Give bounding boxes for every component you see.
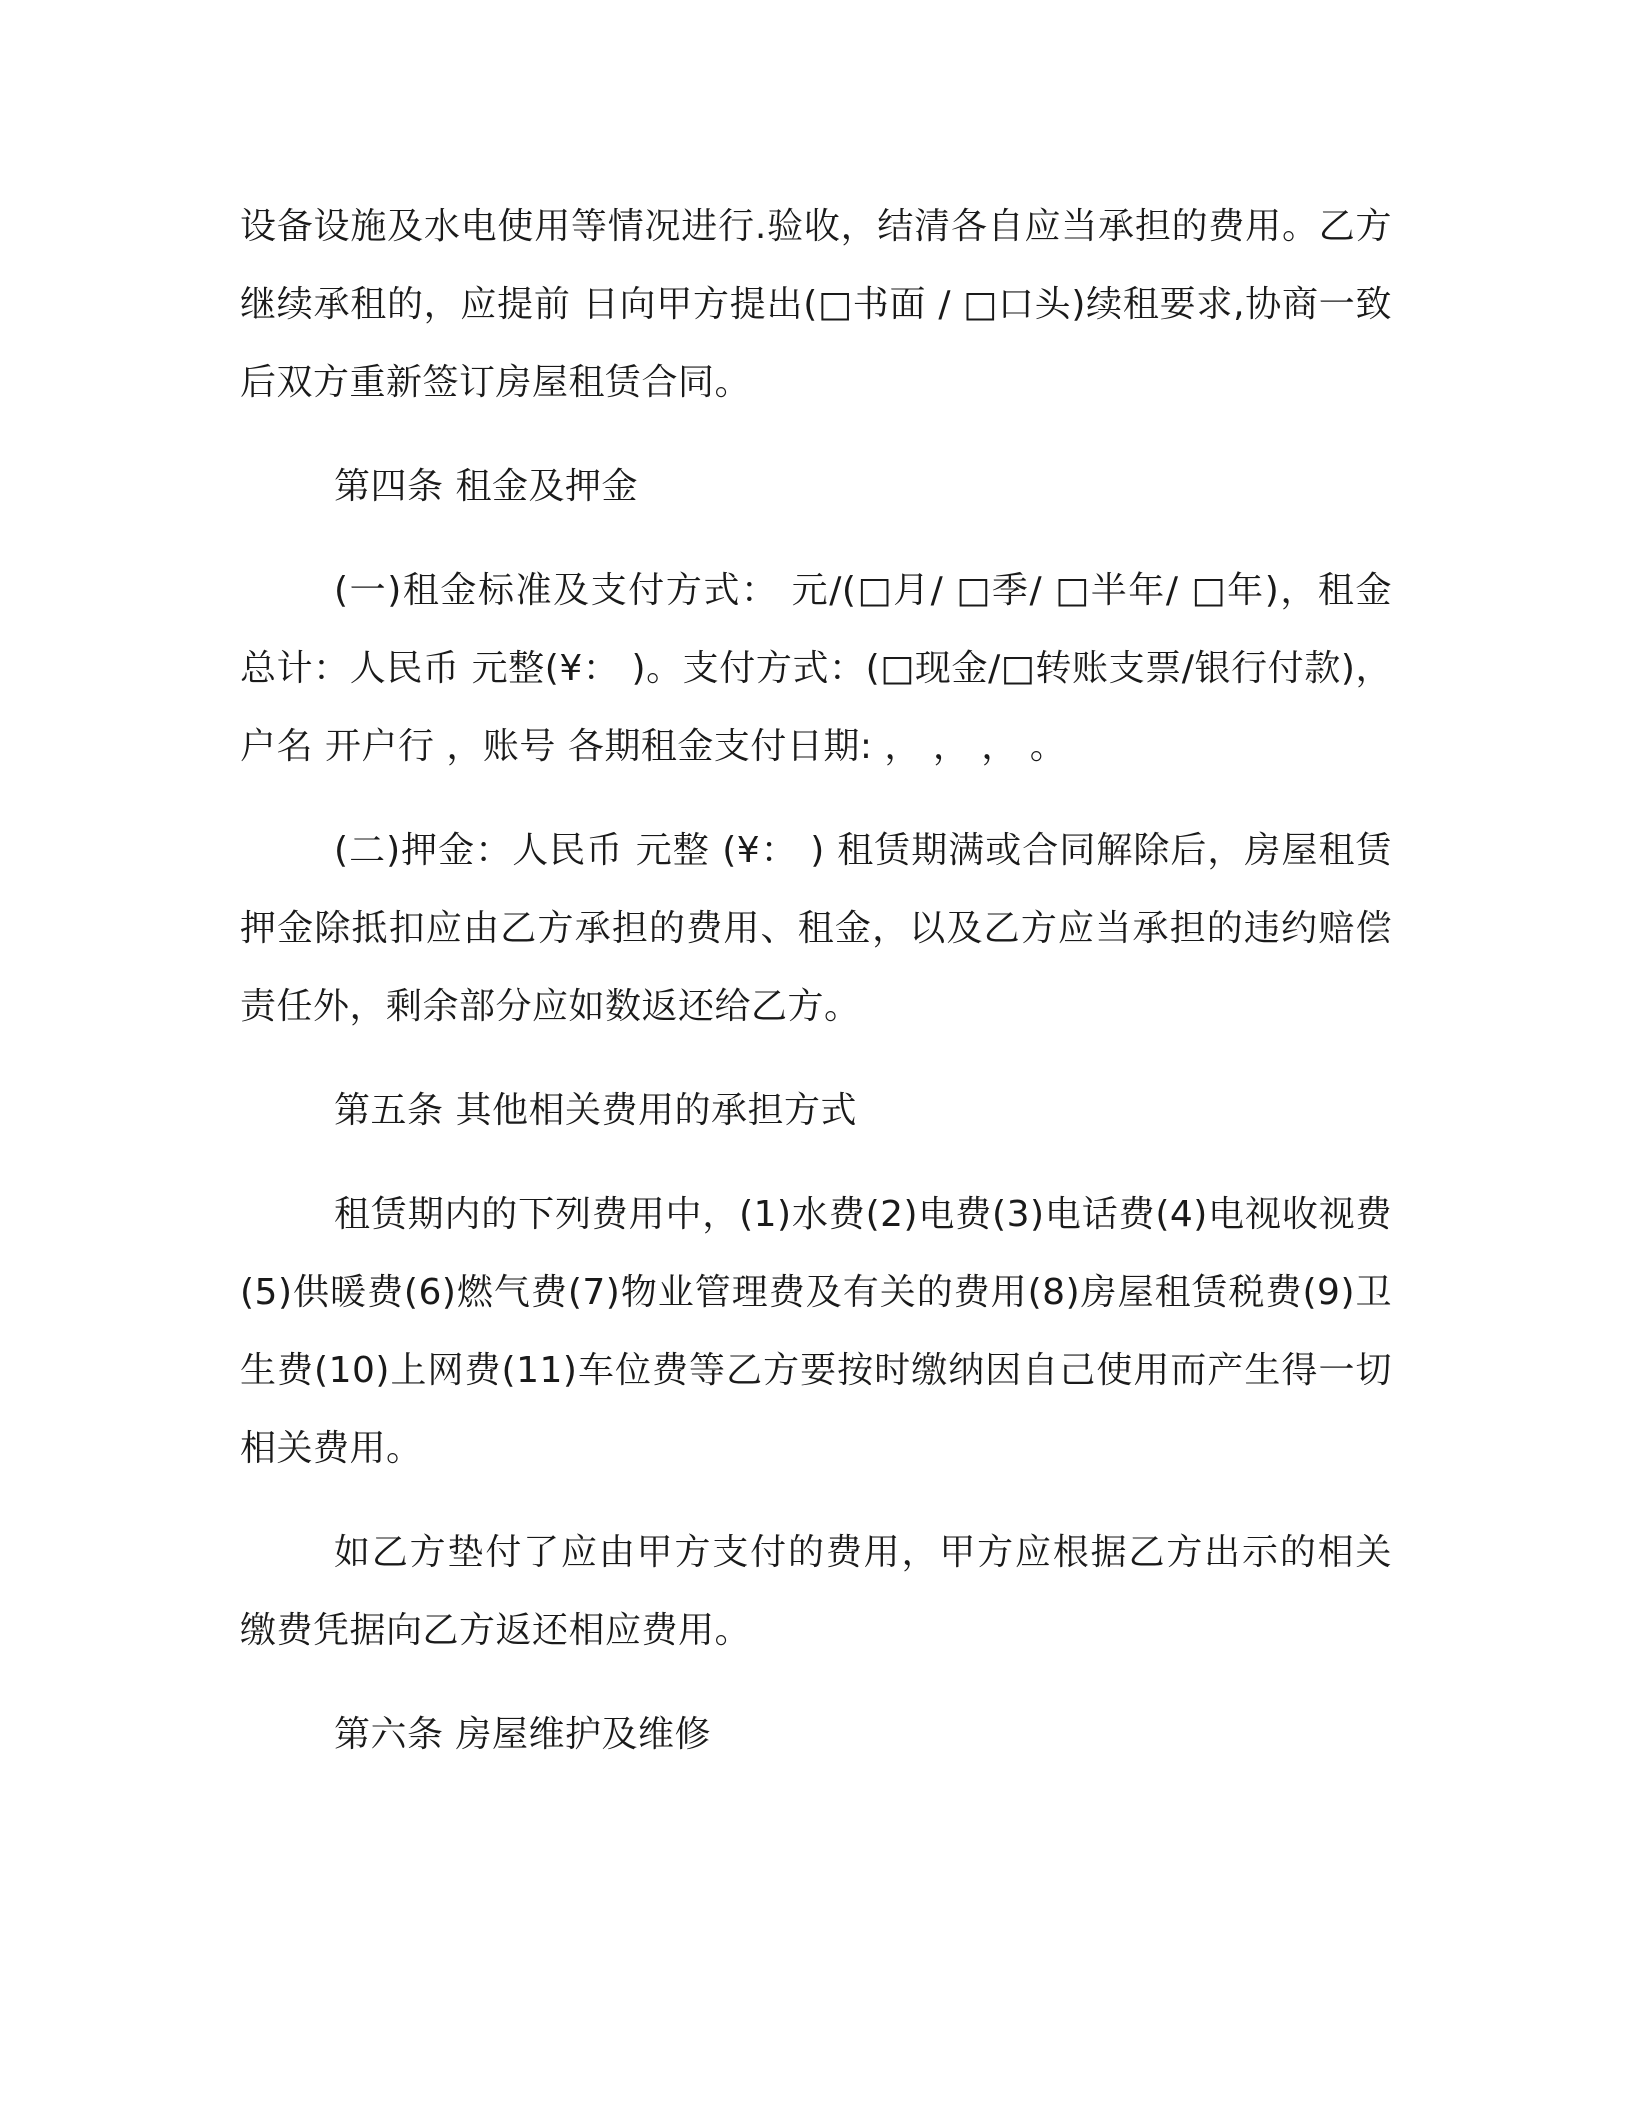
- article-4-heading: 第四条 租金及押金: [334, 466, 638, 507]
- paragraph-fee-reimbursement: 如乙方垫付了应由甲方支付的费用，甲方应根据乙方出示的相关缴费凭据向乙方返还相应费用。: [240, 1532, 1392, 1651]
- paragraph-renewal: 设备设施及水电使用等情况进行.验收，结清各自应当承担的费用。乙方继续承租的，应提前 日向甲方提出(□书面 / □口头)续租要求,协商一致后双方重新签订房屋租赁合同。: [240, 206, 1392, 403]
- paragraph-fees-list: 租赁期内的下列费用中，(1)水费(2)电费(3)电话费(4)电视收视费(5)供暖费(6)燃气费(7)物业管理费及有关的费用(8)房屋租赁税费(9)卫生费(10)上网费(11)车位费等乙方要按时缴纳因自己使用而产生得一切相关费用。: [240, 1194, 1392, 1469]
- article-5-heading: 第五条 其他相关费用的承担方式: [334, 1090, 857, 1131]
- paragraph-deposit: (二)押金：人民币 元整 (¥： ) 租赁期满或合同解除后，房屋租赁押金除抵扣应由乙方承担的费用、租金，以及乙方应当承担的违约赔偿责任外，剩余部分应如数返还给乙方。: [240, 830, 1392, 1027]
- paragraph-rent-terms: (一)租金标准及支付方式： 元/(□月/ □季/ □半年/ □年)，租金总计：人民币 元整(¥： )。支付方式：(□现金/□转账支票/银行付款)，户名 开户行 ，账号 各期租金支付日期: ， ， ， 。: [240, 570, 1392, 767]
- article-6-heading: 第六条 房屋维护及维修: [334, 1714, 711, 1755]
- document-body: [240, 188, 1392, 1774]
